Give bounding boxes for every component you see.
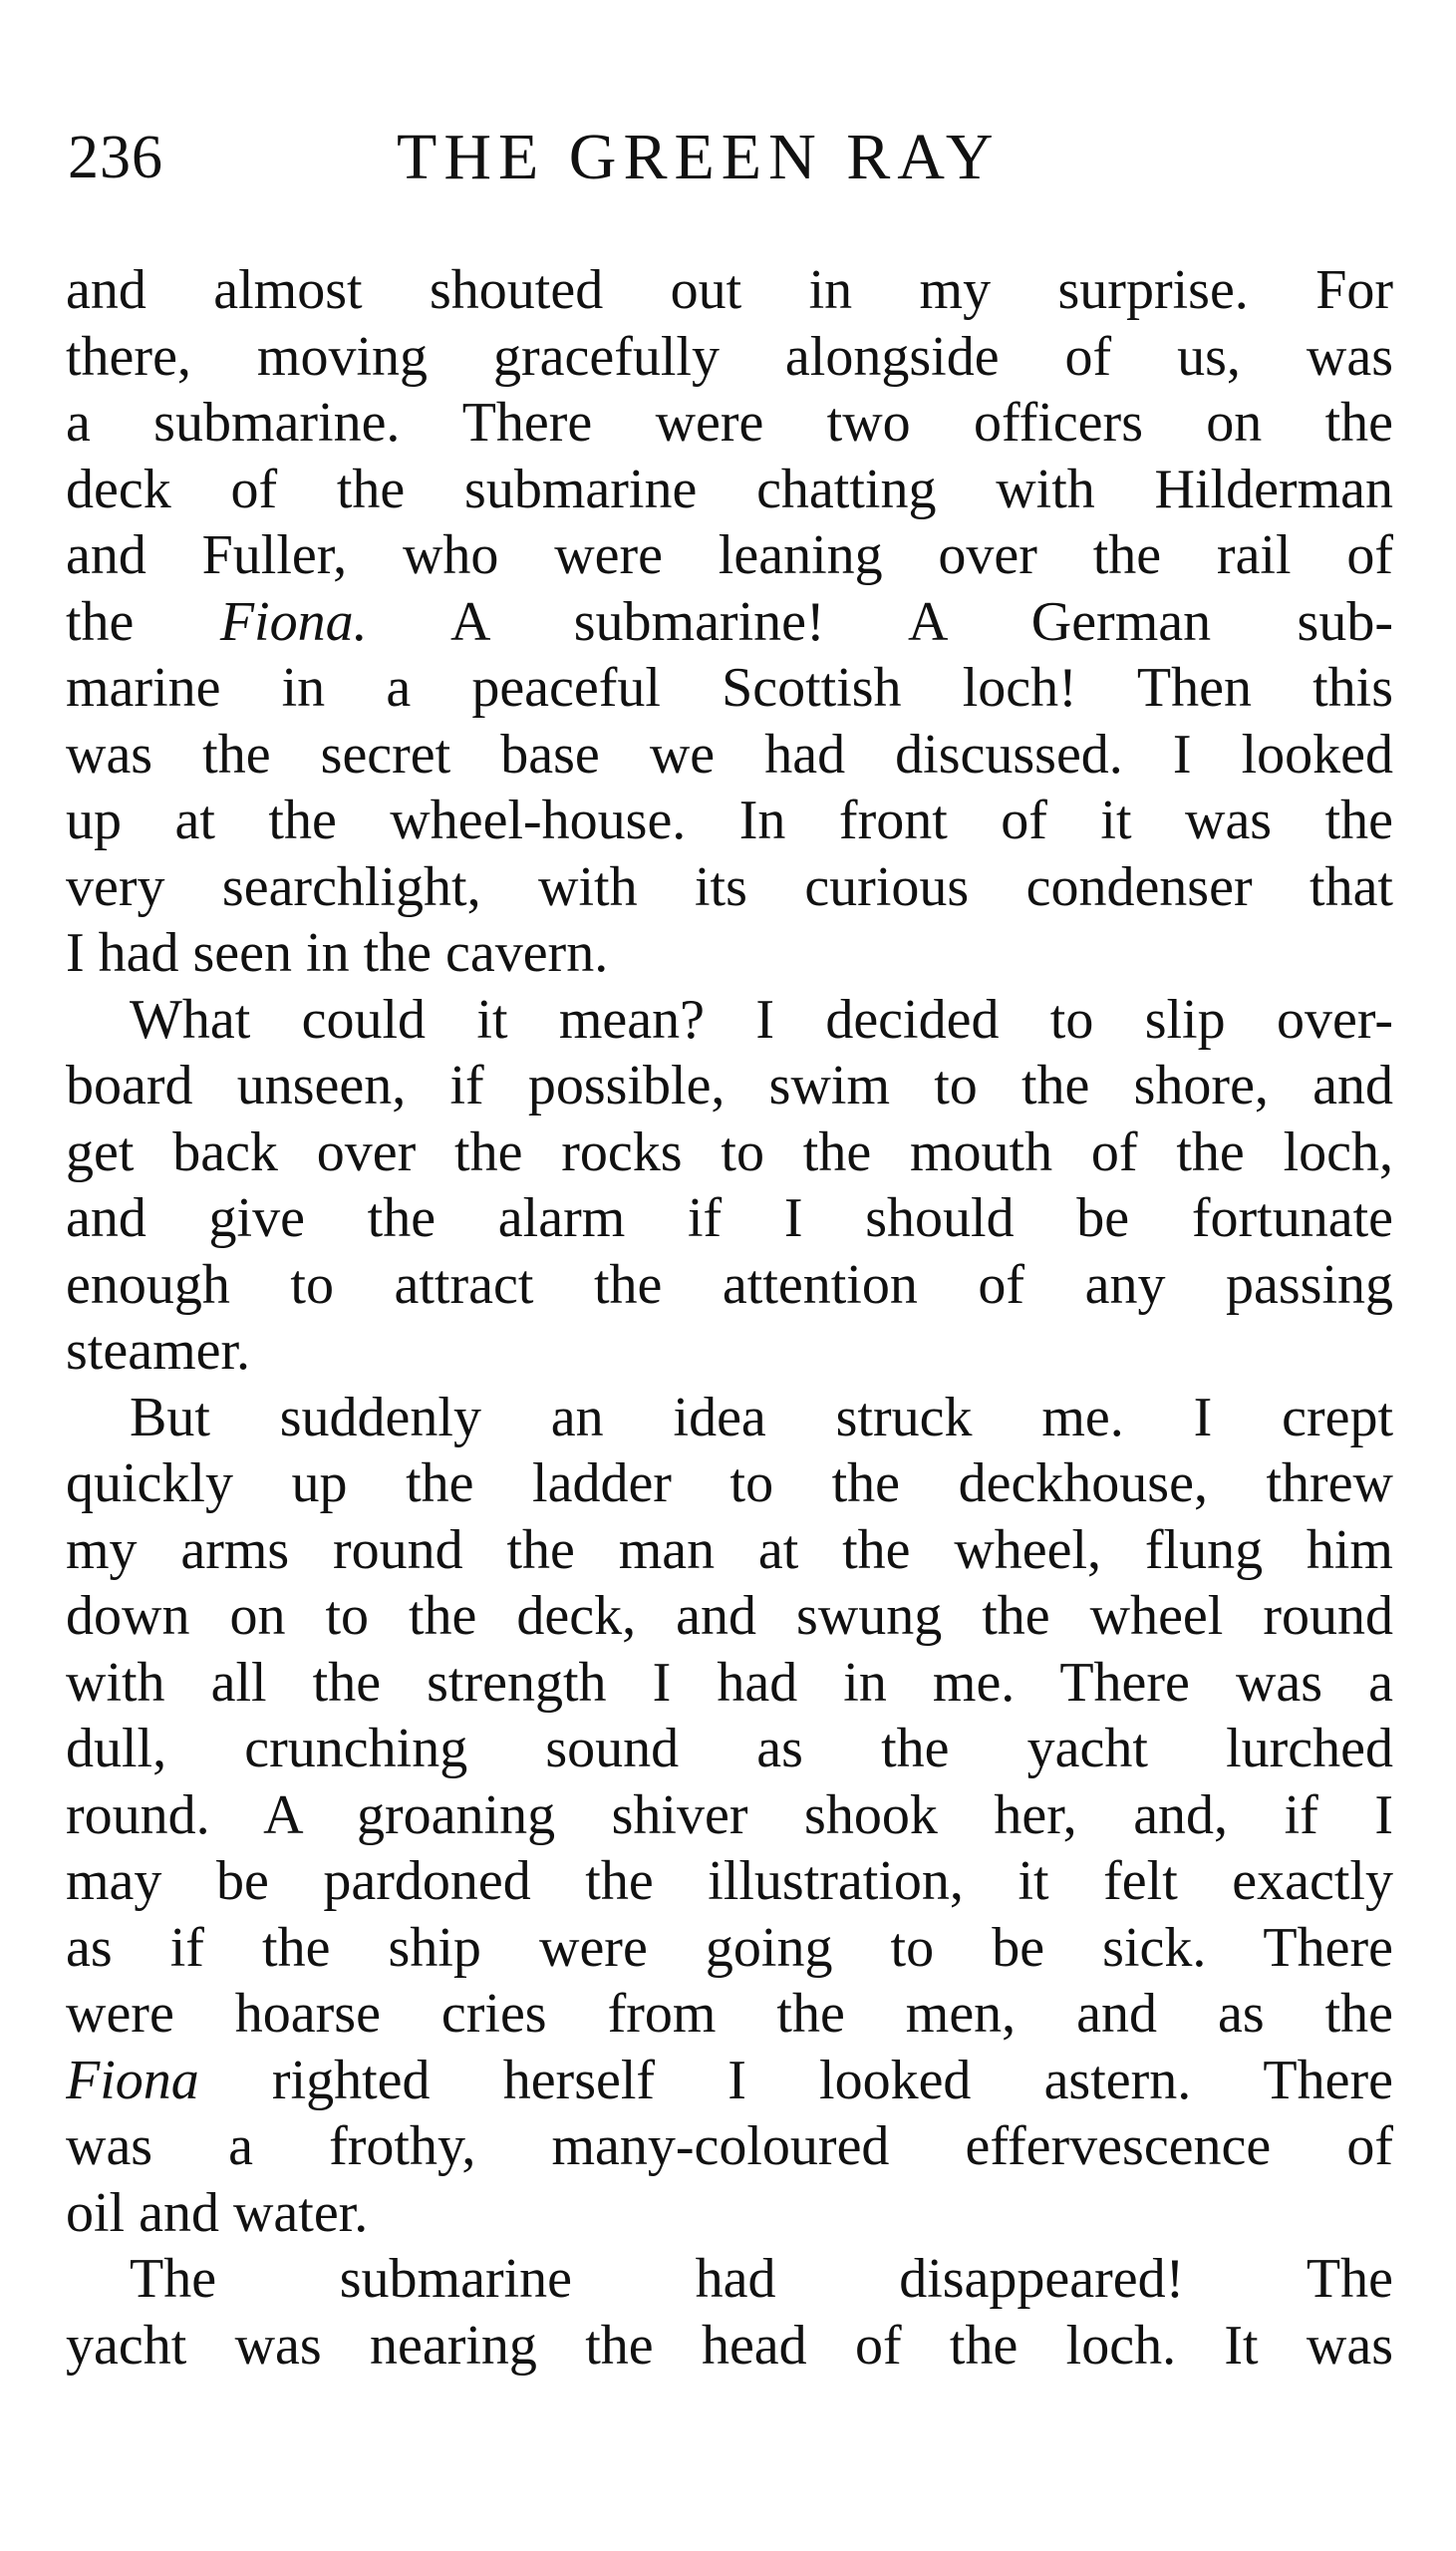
- text-line: get back over the rocks to the mouth of the loch,: [66, 1120, 1393, 1183]
- text-line: [66, 2048, 1393, 2114]
- text-line: I had seen in the cavern.: [66, 922, 609, 984]
- text-line: round. A groaning shiver shook her, and, if I: [66, 1783, 1393, 1846]
- text-line: board unseen, if possible, swim to the shore, and: [66, 1055, 1393, 1116]
- text-line: and Fuller, who were leaning over the rail of: [66, 524, 1393, 586]
- text-line: The submarine had disappeared! The: [130, 2248, 1393, 2310]
- body-text: [66, 257, 1393, 2379]
- text-line: there, moving gracefully alongside of us, was: [66, 325, 1393, 388]
- text-line: and almost shouted out in my surprise. For: [66, 259, 1393, 321]
- text-line: yacht was nearing the head of the loch. It was: [66, 2314, 1393, 2377]
- text-line: enough to attract the attention of any passing: [66, 1253, 1393, 1316]
- text-line: may be pardoned the illustration, it felt exactly: [66, 1850, 1393, 1912]
- page-header: [68, 118, 1393, 197]
- text-line: were hoarse cries from the men, and as the: [66, 1983, 1393, 2045]
- line-text: A submarine! A German sub-: [367, 590, 1393, 653]
- text-line: What could it mean? I decided to slip over-: [130, 988, 1393, 1051]
- text-line: deck of the submarine chatting with Hilderman: [66, 458, 1393, 520]
- text-line: and give the alarm if I should be fortunate: [66, 1187, 1393, 1249]
- line-text: righted herself I looked astern. There: [198, 2049, 1393, 2111]
- text-line: quickly up the ladder to the deckhouse, threw: [66, 1452, 1393, 1514]
- page-number: 236: [68, 124, 163, 191]
- text-line: up at the wheel-house. In front of it was the: [66, 790, 1393, 851]
- text-line: a submarine. There were two officers on the: [66, 392, 1393, 454]
- text-line: But suddenly an idea struck me. I crept: [130, 1386, 1393, 1448]
- running-title: THE GREEN RAY: [397, 121, 1001, 193]
- text-line: [66, 589, 1393, 656]
- text-line: was a frothy, many-coloured effervescence of: [66, 2115, 1393, 2177]
- italic-ship-name: Fiona.: [219, 590, 368, 653]
- text-line: marine in a peaceful Scottish loch! Then this: [66, 657, 1393, 719]
- line-text: the: [66, 590, 220, 653]
- italic-ship-name: Fiona: [66, 2049, 199, 2111]
- text-line: oil and water.: [66, 2181, 369, 2244]
- text-line: with all the strength I had in me. There was a: [66, 1651, 1393, 1714]
- text-line: down on to the deck, and swung the wheel round: [66, 1585, 1393, 1647]
- text-line: very searchlight, with its curious condenser that: [66, 855, 1393, 918]
- text-line: as if the ship were going to be sick. There: [66, 1916, 1393, 1979]
- text-line: dull, crunching sound as the yacht lurched: [66, 1718, 1393, 1779]
- text-line: was the secret base we had discussed. I looked: [66, 723, 1393, 786]
- text-line: steamer.: [66, 1320, 251, 1382]
- scan-edge-mark: [1446, 2500, 1452, 2540]
- text-line: my arms round the man at the wheel, flung him: [66, 1518, 1393, 1581]
